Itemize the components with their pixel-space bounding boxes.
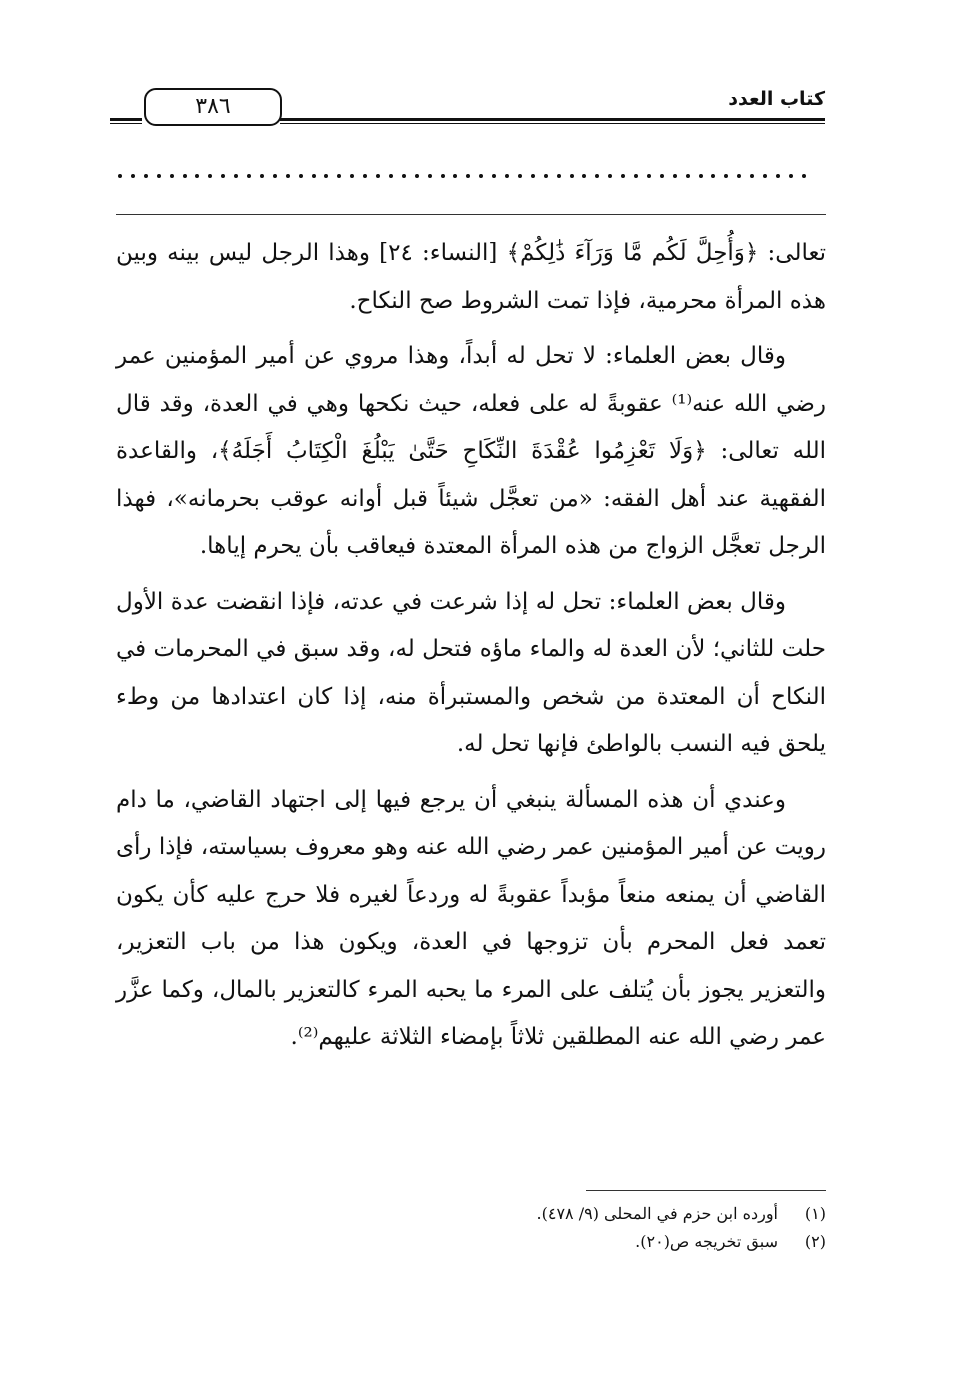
footnote-text: أورده ابن حزم في المحلى (٩/ ٤٧٨). <box>536 1204 778 1223</box>
dot <box>234 174 238 178</box>
dot <box>724 174 728 178</box>
dotted-separator <box>118 166 810 182</box>
dot <box>466 174 470 178</box>
dot <box>170 174 174 178</box>
dot <box>557 174 561 178</box>
header-rule-left <box>110 118 142 121</box>
dot <box>492 174 496 178</box>
dot <box>363 174 367 178</box>
dot <box>441 174 445 178</box>
dot <box>582 174 586 178</box>
dot <box>118 174 122 178</box>
dot <box>737 174 741 178</box>
header-rule-thin <box>280 123 825 124</box>
dot <box>634 174 638 178</box>
dot <box>324 174 328 178</box>
dot <box>157 174 161 178</box>
header-rule <box>280 118 825 121</box>
dot <box>699 174 703 178</box>
dot <box>131 174 135 178</box>
footnote-number: (١) <box>804 1204 826 1223</box>
dot <box>299 174 303 178</box>
dot <box>789 174 793 178</box>
dot <box>570 174 574 178</box>
dot <box>479 174 483 178</box>
dot <box>763 174 767 178</box>
dot <box>144 174 148 178</box>
dot <box>531 174 535 178</box>
book-title: كتاب العدد <box>728 88 825 110</box>
paragraph: وقال بعض العلماء: لا تحل له أبداً، وهذا مروي عن أمير المؤمنين عمر رضي الله عنه⁽¹⁾ عقوبةً له على فعله، حيث نكحها وهي في العدة، وقد قال الله تعالى: ﴿وَلَا تَعْزِمُوا عُقْدَةَ النِّكَاحِ حَتَّىٰ يَبْلُغَ الْكِتَابُ أَجَلَهُ﴾، والقاعدة الفقهية عند أهل الفقه: «من تعجَّل شيئاً قبل أوانه عوقب بحرمانه»، فهذا الرجل تعجَّل الزواج من هذه المرأة المعتدة فيعاقب بأن يحرم إياها. <box>116 343 826 559</box>
main-text <box>116 230 826 1070</box>
dot <box>673 174 677 178</box>
dot <box>312 174 316 178</box>
dot <box>428 174 432 178</box>
dot <box>544 174 548 178</box>
dot <box>776 174 780 178</box>
dot <box>660 174 664 178</box>
dot <box>415 174 419 178</box>
dot <box>647 174 651 178</box>
separator-line <box>116 214 826 215</box>
footnote-text: سبق تخريجه ص(٢٠). <box>635 1232 778 1251</box>
dot <box>711 174 715 178</box>
dot <box>247 174 251 178</box>
page-header <box>110 82 825 132</box>
paragraph: وعندي أن هذه المسألة ينبغي أن يرجع فيها إلى اجتهاد القاضي، ما دام رويت عن أمير المؤمنين عمر رضي الله عنه وهو معروف بسياسته، فإذا رأى القاضي أن يمنعه منعاً مؤبداً عقوبةً له وردعاً لغيره فلا حرج عليه كأن يكون تعمد فعل المحرم بأن تزوجها في العدة، ويكون هذا من باب التعزير، والتعزير يجوز بأن يُتلف على المرء ما يحبه المرء كالتعزير بالمال، وكما عزَّر عمر رضي الله عنه المطلقين ثلاثاً بإمضاء الثلاثة عليهم⁽²⁾. <box>116 786 826 1050</box>
dot <box>595 174 599 178</box>
dot <box>389 174 393 178</box>
header-rule-left-thin <box>110 123 142 124</box>
dot <box>608 174 612 178</box>
dot <box>376 174 380 178</box>
dot <box>260 174 264 178</box>
dot <box>750 174 754 178</box>
dot <box>518 174 522 178</box>
dot <box>802 174 806 178</box>
dot <box>273 174 277 178</box>
dot <box>208 174 212 178</box>
footnote-rule <box>586 1190 826 1191</box>
dot <box>621 174 625 178</box>
footnotes <box>326 1200 826 1256</box>
dot <box>195 174 199 178</box>
dot <box>402 174 406 178</box>
footnote-number: (٢) <box>804 1232 826 1251</box>
dot <box>337 174 341 178</box>
dot <box>221 174 225 178</box>
dot <box>686 174 690 178</box>
dot <box>350 174 354 178</box>
paragraph: تعالى: ﴿وَأُحِلَّ لَكُم مَّا وَرَآءَ ذَٰلِكُمْ﴾ [النساء: ٢٤] وهذا الرجل ليس بينه وبين هذه المرأة محرمية، فإذا تمت الشروط صح النكاح. <box>116 240 826 314</box>
dot <box>505 174 509 178</box>
dot <box>183 174 187 178</box>
dot <box>453 174 457 178</box>
paragraph: وقال بعض العلماء: تحل له إذا شرعت في عدته، فإذا انقضت عدة الأول حلت للثاني؛ لأن العدة له والماء ماؤه فتحل له، وقد سبق في المحرمات في النكاح أن المعتدة من شخص والمستبرأة منه، إذا كان اعتدادها من وطء يلحق فيه النسب بالواطئ فإنها تحل له. <box>116 588 826 757</box>
footnote <box>326 1200 826 1228</box>
dot <box>286 174 290 178</box>
footnote <box>326 1228 826 1256</box>
page-number: ٣٨٦ <box>144 88 282 126</box>
